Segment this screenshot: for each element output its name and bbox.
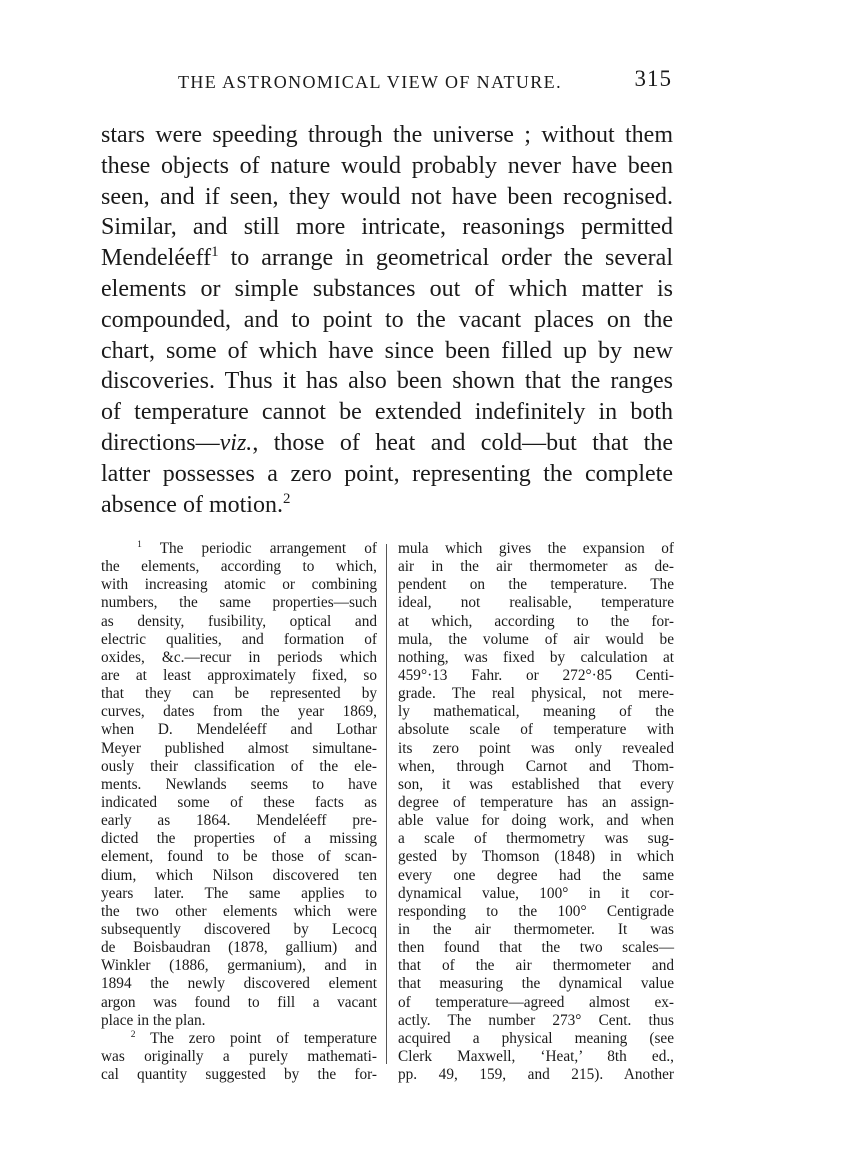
body-line-with-footnote: absence of motion.$^2$ bbox=[101, 490, 291, 518]
footnote-line: every one degree had the same bbox=[398, 866, 674, 884]
footnote-line: Meyer published almost simultane- bbox=[101, 739, 377, 757]
footnote-line: acquired a physical meaning (see bbox=[398, 1029, 674, 1047]
body-line-italic-viz: directions—viz., those of heat and cold—but that the bbox=[101, 429, 673, 456]
body-line: Similar, and still more intricate, reasonings permitted bbox=[101, 214, 673, 241]
footnote-line: a scale of thermometry was sug- bbox=[398, 830, 674, 848]
footnote-line: $^2$ The zero point of temperature bbox=[130, 1029, 377, 1047]
footnote-line: oxides, &c.—recur in periods which bbox=[101, 648, 377, 666]
footnote-line: argon was found to fill a vacant bbox=[101, 993, 377, 1011]
running-title: THE ASTRONOMICAL VIEW OF NATURE. bbox=[178, 72, 562, 92]
footnote-line: Winkler (1886, germanium), and in bbox=[101, 957, 377, 975]
footnote-line: when, through Carnot and Thom- bbox=[398, 757, 674, 775]
footnote-column-right bbox=[398, 540, 674, 1084]
footnote-line: gested by Thomson (1848) in which bbox=[398, 848, 674, 866]
footnote-line: at which, according to the for- bbox=[398, 612, 674, 630]
column-divider bbox=[386, 544, 387, 1064]
footnote-line: $^1$ The periodic arrangement of bbox=[137, 539, 377, 557]
footnote-line: its zero point was only revealed bbox=[398, 739, 674, 757]
body-line: stars were speeding through the universe ; without them bbox=[101, 122, 673, 148]
body-line: elements or simple substances out of which matter is bbox=[101, 275, 673, 302]
footnote-line: responding to the 100° Centigrade bbox=[398, 902, 674, 920]
footnote-marker: 1 bbox=[137, 539, 142, 550]
footnote-line: grade. The real physical, not mere- bbox=[398, 685, 674, 703]
footnote-line: mula, the volume of air would be bbox=[398, 630, 674, 648]
footnote-line: as density, fusibility, optical and bbox=[101, 612, 377, 630]
footnote-line: 459°·13 Fahr. or 272°·85 Centi- bbox=[398, 666, 674, 684]
footnote-column-left bbox=[101, 540, 377, 1084]
footnote-line: in the air thermometer. It was bbox=[398, 920, 674, 938]
footnote-line: ments. Newlands seems to have bbox=[101, 775, 377, 793]
footnote-line: degree of temperature has an assign- bbox=[398, 793, 674, 811]
footnote-line: absolute scale of temperature with bbox=[398, 721, 674, 739]
footnote-ref: 1 bbox=[211, 244, 219, 261]
body-line: discoveries. Thus it has also been shown that the ranges bbox=[101, 368, 673, 395]
footnote-line: ously their classification of the ele- bbox=[101, 757, 377, 775]
footnote-line: years later. The same applies to bbox=[101, 884, 377, 902]
body-line: of temperature cannot be extended indefinitely in both bbox=[101, 399, 673, 426]
footnote-line: dicted the properties of a missing bbox=[101, 830, 377, 848]
body-line: chart, some of which have since been filled up by new bbox=[101, 337, 673, 364]
footnote-line: subsequently discovered by Lecocq bbox=[101, 920, 377, 938]
footnote-marker: 2 bbox=[130, 1029, 136, 1040]
footnote-line: when D. Mendeléeff and Lothar bbox=[101, 721, 377, 739]
footnote-line: curves, dates from the year 1869, bbox=[101, 703, 377, 721]
footnote-line: place in the plan. bbox=[101, 1011, 206, 1029]
footnote-line: son, it was established that every bbox=[398, 775, 674, 793]
footnote-line: numbers, the same properties—such bbox=[101, 594, 377, 612]
footnote-line: that measuring the dynamical value bbox=[398, 975, 674, 993]
footnote-line: with increasing atomic or combining bbox=[101, 576, 377, 594]
footnote-line: the two other elements which were bbox=[101, 902, 377, 920]
footnote-line: early as 1864. Mendeléeff pre- bbox=[101, 812, 377, 830]
body-text bbox=[101, 120, 673, 520]
footnote-line: de Boisbaudran (1878, gallium) and bbox=[101, 939, 377, 957]
body-line: latter possesses a zero point, representing the complete bbox=[101, 460, 673, 487]
footnote-line: pendent on the temperature. The bbox=[398, 576, 674, 594]
footnote-line: cal quantity suggested by the for- bbox=[101, 1066, 377, 1084]
footnote-line: of temperature—agreed almost ex- bbox=[398, 993, 674, 1011]
body-line: seen, and if seen, they would not have been recognised. bbox=[101, 183, 673, 210]
footnote-line: was originally a purely mathemati- bbox=[101, 1047, 377, 1065]
footnote-line: dium, which Nilson discovered ten bbox=[101, 866, 377, 884]
footnote-line: able value for doing work, and when bbox=[398, 812, 674, 830]
footnote-line: mula which gives the expansion of bbox=[398, 540, 674, 557]
footnote-line: air in the air thermometer as de- bbox=[398, 558, 674, 576]
body-line: these objects of nature would probably never have been bbox=[101, 152, 673, 179]
page-number: 315 bbox=[634, 66, 672, 91]
footnote-line: element, found to be those of scan- bbox=[101, 848, 377, 866]
running-head bbox=[178, 66, 672, 96]
footnote-line: pp. 49, 159, and 215). Another bbox=[398, 1066, 674, 1084]
footnote-line: electric qualities, and formation of bbox=[101, 630, 377, 648]
footnote-line: 1894 the newly discovered element bbox=[101, 975, 377, 993]
footnote-line: the elements, according to which, bbox=[101, 558, 377, 576]
footnote-line: Clerk Maxwell, ‘Heat,’ 8th ed., bbox=[398, 1047, 674, 1065]
footnote-line: that they can be represented by bbox=[101, 685, 377, 703]
body-line: compounded, and to point to the vacant places on the bbox=[101, 306, 673, 333]
footnote-line: indicated some of these facts as bbox=[101, 793, 377, 811]
footnote-line: dynamical value, 100° in it cor- bbox=[398, 884, 674, 902]
footnote-line: nothing, was fixed by calculation at bbox=[398, 648, 674, 666]
footnote-line: ideal, not realisable, temperature bbox=[398, 594, 674, 612]
footnote-ref: 2 bbox=[282, 490, 291, 507]
footnote-line: then found that the two scales— bbox=[398, 939, 674, 957]
name-mendeleeff: Mendeléeff bbox=[101, 245, 212, 272]
footnote-line: ly mathematical, meaning of the bbox=[398, 703, 674, 721]
footnote-line: actly. The number 273° Cent. thus bbox=[398, 1011, 674, 1029]
footnote-line: that of the air thermometer and bbox=[398, 957, 674, 975]
footnote-line: are at least approximately fixed, so bbox=[101, 666, 377, 684]
body-line-with-footnote: Mendeléeff$^1$ to arrange in geometrical order the several bbox=[101, 244, 673, 272]
